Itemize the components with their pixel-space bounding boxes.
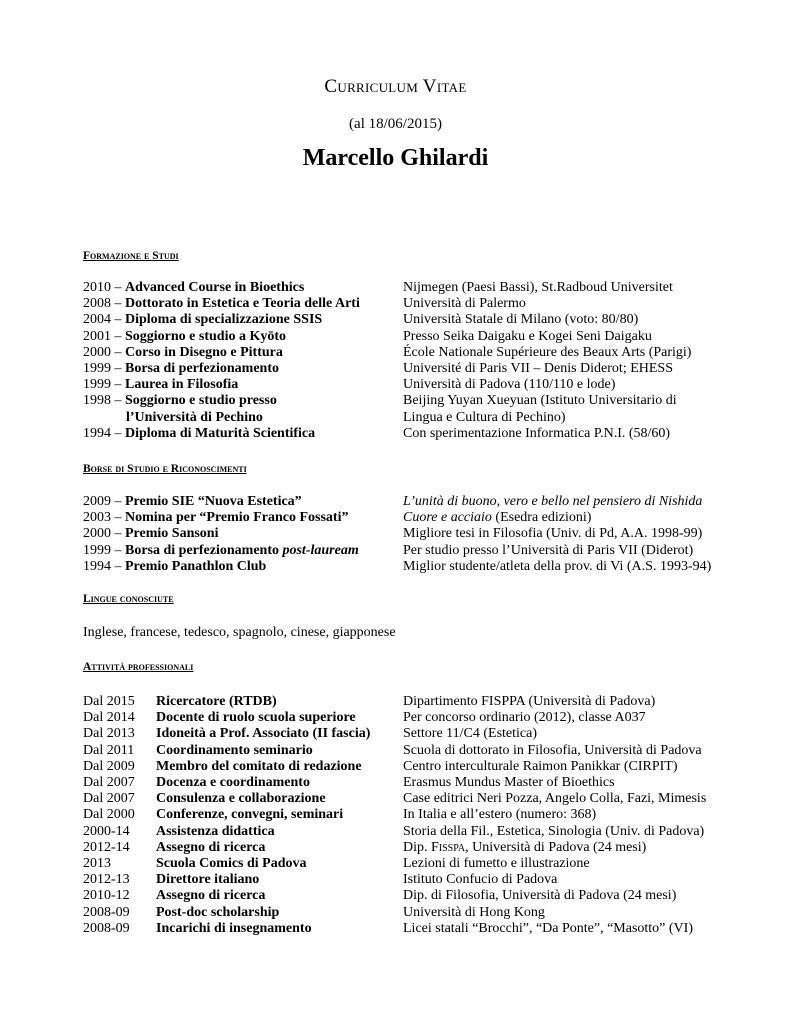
- entry-detail: [403, 543, 693, 559]
- entry-detail-text: Università di Hong Kong: [403, 904, 545, 920]
- entry-detail-text: Scuola di dottorato in Filosofia, Università di Padova: [403, 742, 702, 758]
- entry-detail: [403, 526, 702, 542]
- entry-detail-text: Erasmus Mundus Master of Bioethics: [403, 775, 615, 790]
- formazione-entry: [83, 329, 286, 345]
- entry-detail-text: Migliore tesi in Filosofia (Univ. di Pd, A.A. 1998-99): [403, 526, 703, 542]
- formazione-entry: [83, 377, 238, 393]
- entry-title: Laurea in Filosofia: [125, 377, 239, 393]
- entry-year: 2010-12: [83, 888, 130, 904]
- formazione-entry: [83, 280, 304, 296]
- entry-year: Dal 2007: [83, 791, 135, 807]
- entry-title: Scuola Comics di Padova: [156, 856, 307, 871]
- entry-detail: [403, 494, 702, 510]
- entry-year: 1999 –: [83, 542, 125, 558]
- entry-title: Conferenze, convegni, seminari: [156, 807, 344, 823]
- entry-year: 2003 –: [83, 510, 125, 526]
- entry-year: 2010 –: [83, 280, 125, 295]
- entry-year: 1994 –: [83, 558, 125, 574]
- entry-detail: Presso Seika Daigaku e Kogei Seni Daigaku: [403, 328, 652, 344]
- entry-title-italic: post-lauream: [282, 542, 359, 558]
- entry-title: Corso in Disegno e Pittura: [125, 344, 283, 360]
- formazione-entry: [83, 426, 315, 442]
- entry-year: 2009 –: [83, 494, 125, 509]
- person-name: Marcello Ghilardi: [302, 145, 489, 171]
- entry-detail-text: Istituto Confucio di Padova: [403, 872, 558, 888]
- entry-year: 2008-09: [83, 920, 130, 936]
- formazione-entry: [83, 296, 360, 312]
- entry-detail-text: Licei statali “Brocchi”, “Da Ponte”, “Masotto” (VI): [403, 920, 693, 936]
- entry-detail: École Nationale Supérieure des Beaux Arts (Parigi): [403, 344, 692, 360]
- entry-detail-text: Storia della Fil., Estetica, Sinologia (Univ. di Padova): [403, 823, 705, 839]
- entry-title: Premio Sansoni: [125, 526, 219, 542]
- entry-detail: [403, 743, 702, 759]
- entry-detail: Beijing Yuyan Xueyuan (Istituto Universitario di: [403, 393, 677, 409]
- entry-year: Dal 2000: [83, 807, 135, 823]
- document-title: Curriculum Vitae: [324, 76, 467, 97]
- entry-title: Direttore italiano: [156, 872, 260, 888]
- entry-detail-text: (Esedra edizioni): [491, 510, 592, 526]
- entry-year: Dal 2015: [83, 694, 135, 709]
- entry-title: Ricercatore (RTDB): [156, 694, 277, 709]
- entry-detail-text: Per concorso ordinario (2012), classe A037: [403, 710, 646, 726]
- entry-detail: [403, 559, 711, 575]
- formazione-entry: [126, 410, 263, 426]
- entry-detail-italic: Cuore e acciaio: [403, 510, 492, 526]
- entry-detail-text: Miglior studente/atleta della prov. di Vi (A.S. 1993-94): [403, 558, 712, 574]
- entry-year: 2000 –: [83, 344, 125, 360]
- section-heading-formazione: Formazione e Studi: [83, 250, 179, 262]
- entry-year: 2004 –: [83, 312, 125, 328]
- entry-title: Coordinamento seminario: [156, 742, 313, 758]
- entry-title: l’Università di Pechino: [126, 409, 263, 425]
- entry-title: Assegno di ricerca: [156, 839, 266, 855]
- entry-detail: [403, 510, 591, 526]
- entry-title: Assegno di ricerca: [156, 888, 266, 904]
- entry-detail-italic: L’unità di buono, vero e bello nel pensiero di Nishida: [403, 494, 703, 509]
- entry-title: Idoneità a Prof. Associato (II fascia): [156, 726, 371, 742]
- entry-detail: Lingua e Cultura di Pechino): [403, 409, 566, 425]
- formazione-entry: [83, 312, 322, 328]
- entry-year: 2012-13: [83, 872, 130, 888]
- entry-year: 1994 –: [83, 425, 125, 441]
- entry-year: 2001 –: [83, 328, 125, 344]
- entry-year: 2000 –: [83, 526, 125, 542]
- entry-detail: Université di Paris VII – Denis Diderot; EHESS: [403, 361, 673, 376]
- borse-entry: [83, 526, 218, 542]
- entry-title: Incarichi di insegnamento: [156, 920, 312, 936]
- formazione-entry: [83, 361, 279, 377]
- entry-detail-text: Dip. di Filosofia, Università di Padova (24 mesi): [403, 888, 677, 904]
- entry-detail: [403, 872, 557, 888]
- entry-detail: [403, 840, 646, 856]
- entry-year: 2008-09: [83, 904, 130, 920]
- entry-detail: [403, 791, 706, 807]
- entry-year: Dal 2013: [83, 726, 135, 742]
- entry-detail: [403, 888, 676, 904]
- section-heading-lingue: Lingue conosciute: [83, 593, 174, 605]
- entry-detail: [403, 824, 704, 840]
- entry-title: Soggiorno e studio a Kyōto: [125, 328, 287, 344]
- lingue-text: Inglese, francese, tedesco, spagnolo, cinese, giapponese: [83, 625, 396, 640]
- entry-year: 2000-14: [83, 823, 130, 839]
- entry-title: Premio Panathlon Club: [125, 558, 267, 574]
- entry-detail-prefix: Dip.: [403, 839, 431, 855]
- entry-title: Nomina per “Premio Franco Fossati”: [125, 510, 349, 526]
- document-date: (al 18/06/2015): [349, 116, 442, 132]
- formazione-entry: [83, 345, 283, 361]
- formazione-entry: [83, 393, 277, 409]
- entry-detail: [403, 726, 537, 742]
- entry-title: Soggiorno e studio presso: [125, 393, 277, 409]
- entry-year: 1999 –: [83, 361, 125, 376]
- entry-detail: [403, 905, 545, 921]
- entry-detail-text: Case editrici Neri Pozza, Angelo Colla, Fazi, Mimesis: [403, 791, 707, 807]
- entry-title: Premio SIE “Nuova Estetica”: [125, 494, 302, 509]
- entry-detail: [403, 807, 596, 823]
- entry-detail: Università di Palermo: [403, 296, 526, 312]
- section-heading-attivita: Attività professionali: [83, 661, 194, 673]
- borse-entry: [83, 543, 359, 559]
- entry-detail: [403, 759, 678, 775]
- entry-year: 2012-14: [83, 839, 130, 855]
- entry-detail: [403, 694, 655, 710]
- entry-year: 1999 –: [83, 377, 125, 393]
- entry-title: Advanced Course in Bioethics: [125, 280, 305, 295]
- entry-detail-text: In Italia e all’estero (numero: 368): [403, 807, 597, 823]
- borse-entry: [83, 510, 348, 526]
- entry-detail: Università Statale di Milano (voto: 80/80): [403, 312, 639, 328]
- entry-title: Consulenza e collaborazione: [156, 791, 326, 807]
- entry-year: 2008 –: [83, 296, 125, 312]
- entry-title: Post-doc scholarship: [156, 904, 280, 920]
- entry-title: Docente di ruolo scuola superiore: [156, 710, 356, 726]
- entry-title: Diploma di Maturità Scientifica: [125, 425, 316, 441]
- entry-detail-text: , Università di Padova (24 mesi): [465, 839, 647, 855]
- entry-year: Dal 2011: [83, 742, 135, 758]
- entry-year: Dal 2009: [83, 758, 135, 774]
- entry-year: Dal 2007: [83, 775, 135, 790]
- entry-title: Assistenza didattica: [156, 823, 275, 839]
- entry-detail-text: Per studio presso l’Università di Paris VII (Diderot): [403, 542, 694, 558]
- section-heading-borse: Borse di Studio e Riconoscimenti: [83, 463, 247, 475]
- entry-title: Dottorato in Estetica e Teoria delle Arti: [125, 296, 360, 312]
- entry-detail: [403, 921, 693, 937]
- entry-year: 1998 –: [83, 393, 125, 409]
- entry-detail: [403, 856, 590, 872]
- entry-detail-text: Settore 11/C4 (Estetica): [403, 726, 537, 742]
- entry-title: Membro del comitato di redazione: [156, 758, 362, 774]
- entry-detail: [403, 775, 615, 791]
- borse-entry: [83, 494, 302, 510]
- entry-detail: Nijmegen (Paesi Bassi), St.Radboud Universitet: [403, 280, 673, 295]
- entry-detail-smallcaps: Fisspa: [431, 839, 466, 855]
- entry-title: Diploma di specializzazione SSIS: [125, 312, 323, 328]
- entry-detail: [403, 710, 646, 726]
- entry-title: Borsa di perfezionamento: [125, 542, 283, 558]
- entry-detail: Con sperimentazione Informatica P.N.I. (58/60): [403, 425, 671, 441]
- entry-detail-text: Dipartimento FISPPA (Università di Padova): [403, 694, 656, 709]
- entry-title: Borsa di perfezionamento: [125, 361, 279, 376]
- entry-detail-text: Centro interculturale Raimon Panikkar (CIRPIT): [403, 758, 678, 774]
- entry-year: 2013: [83, 856, 111, 871]
- entry-detail-text: Lezioni di fumetto e illustrazione: [403, 856, 590, 871]
- borse-entry: [83, 559, 266, 575]
- entry-title: Docenza e coordinamento: [156, 775, 310, 790]
- entry-detail: Università di Padova (110/110 e lode): [403, 377, 616, 393]
- entry-year: Dal 2014: [83, 710, 135, 726]
